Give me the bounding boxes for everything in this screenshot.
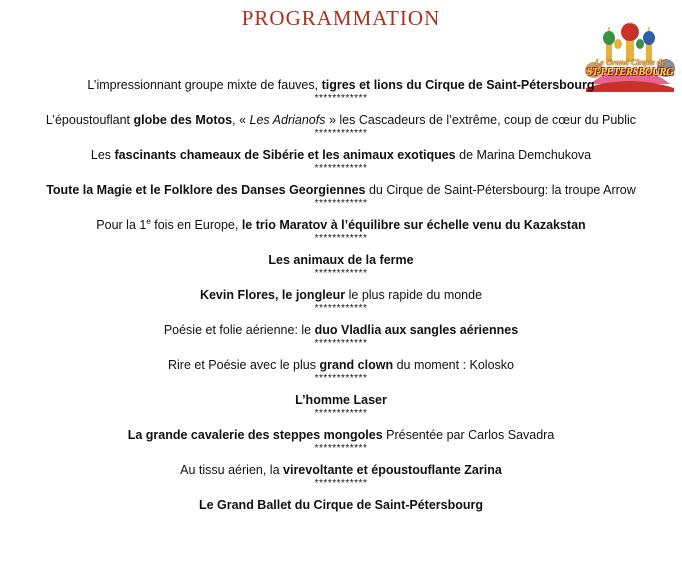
- separator: ************: [314, 373, 368, 384]
- act-text: Poésie et folie aérienne: le: [163, 323, 315, 337]
- act-text: Toute la Magie et le Folklore des Danses Georgiennes: [46, 183, 366, 197]
- act-description: [0, 427, 682, 443]
- act-text: duo Vladlia aux sangles aériennes: [314, 323, 519, 337]
- act-text: tigres et lions du Cirque de Saint-Pétersbourg: [321, 78, 595, 92]
- act-description: [0, 462, 682, 478]
- act-description: [0, 77, 682, 93]
- act-text: grand clown: [319, 358, 394, 372]
- separator: ************: [314, 408, 368, 419]
- act-text: Les: [90, 148, 115, 162]
- act-text: du Cirque de Saint-Pétersbourg: la troupe Arrow: [365, 183, 636, 197]
- act-text: fois en Europe,: [150, 218, 242, 232]
- act-description: [0, 357, 682, 373]
- act-text: le plus rapide du monde: [345, 288, 483, 302]
- act-description: [0, 147, 682, 163]
- separator: ************: [314, 443, 368, 454]
- act-text: e: [146, 216, 151, 226]
- separator: ************: [314, 233, 368, 244]
- program-item: [0, 252, 682, 287]
- program-item: [0, 357, 682, 392]
- act-text: Les animaux de la ferme: [268, 253, 414, 267]
- separator: ************: [314, 198, 368, 209]
- act-description: [0, 322, 682, 338]
- act-text: L’époustouflant: [45, 113, 134, 127]
- page-title: PROGRAMMATION: [241, 6, 441, 30]
- program-item: [0, 77, 682, 112]
- act-text: le trio Maratov à l’équilibre sur échelle venu du Kazakstan: [241, 218, 586, 232]
- act-text: La grande cavalerie des steppes mongoles: [127, 428, 383, 442]
- logo-line1: Le Grand Cirque de: [594, 57, 666, 67]
- act-text: Présentée par Carlos Savadra: [382, 428, 555, 442]
- separator: ************: [314, 338, 368, 349]
- separator: ************: [314, 303, 368, 314]
- act-text: Pour la 1: [96, 218, 147, 232]
- act-text: globe des Motos: [133, 113, 233, 127]
- act-description: [0, 287, 682, 303]
- program-item: [0, 147, 682, 182]
- act-description: [0, 497, 682, 513]
- program-item: [0, 427, 682, 462]
- separator: ************: [314, 268, 368, 279]
- act-text: L’impressionnant groupe mixte de fauves,: [87, 78, 322, 92]
- program-item: [0, 322, 682, 357]
- logo-line2: ST-PETERSBOURG: [586, 67, 674, 78]
- act-text: Les Adrianofs: [249, 113, 326, 127]
- program-item: [0, 497, 682, 532]
- program-item: [0, 287, 682, 322]
- act-text: du moment : Kolosko: [393, 358, 514, 372]
- program-item: [0, 217, 682, 252]
- act-text: de Marina Demchukova: [455, 148, 592, 162]
- act-text: virevoltante et époustouflante Zarina: [283, 463, 502, 477]
- program-item: [0, 182, 682, 217]
- act-description: [0, 252, 682, 268]
- separator: ************: [314, 128, 368, 139]
- act-text: Rire et Poésie avec le plus: [168, 358, 320, 372]
- program-item: [0, 462, 682, 497]
- act-description: [0, 392, 682, 408]
- act-description: [0, 112, 682, 128]
- program-list: [0, 77, 682, 532]
- act-description: [0, 182, 682, 198]
- act-text: Kevin Flores, le jongleur: [199, 288, 346, 302]
- act-description: [0, 217, 682, 233]
- act-text: fascinants chameaux de Sibérie et les animaux exotiques: [114, 148, 456, 162]
- program-item: [0, 112, 682, 147]
- separator: ************: [314, 93, 368, 104]
- act-text: » les Cascadeurs de l’extrême, coup de cœur du Public: [325, 113, 637, 127]
- act-text: Le Grand Ballet du Cirque de Saint-Pétersbourg: [198, 498, 484, 512]
- separator: ************: [314, 478, 368, 489]
- separator: ************: [314, 163, 368, 174]
- program-item: [0, 392, 682, 427]
- act-text: L’homme Laser: [295, 393, 387, 407]
- act-text: Au tissu aérien, la: [180, 463, 284, 477]
- act-text: , «: [232, 113, 250, 127]
